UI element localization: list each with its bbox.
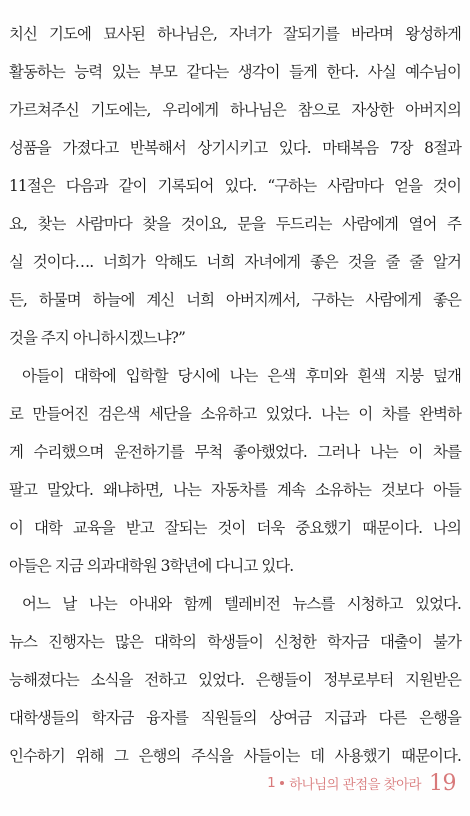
body-line: 어느 날 나는 아내와 함께 텔레비전 뉴스를 시청하고 있었다. [22, 595, 461, 613]
body-line: 가르쳐주신 기도에는, 우리에게 하나님은 참으로 자상한 아버지의 [9, 101, 461, 119]
body-line: 대학생들의 학자금 융자를 직원들의 상여금 지급과 다른 은행을 [9, 709, 461, 727]
body-line: 아들은 지금 의과대학원 3학년에 다니고 있다. [9, 557, 294, 575]
body-line: 활동하는 능력 있는 부모 같다는 생각이 들게 한다. 사실 예수님이 [9, 63, 461, 81]
chapter-number: 1 [267, 775, 276, 791]
body-line: 로 만들어진 검은색 세단을 소유하고 있었다. 나는 이 차를 완벽하 [9, 405, 461, 423]
body-line: 능해졌다는 소식을 전하고 있었다. 은행들이 정부로부터 지원받은 [9, 671, 461, 689]
body-line: 실 것이다…. 너희가 악해도 너희 자녀에게 좋은 것을 줄 줄 알거 [9, 253, 461, 271]
body-line: 게 수리했으며 운전하기를 무척 좋아했었다. 그러나 나는 이 차를 [9, 443, 461, 461]
body-line: 치신 기도에 묘사된 하나님은, 자녀가 잘되기를 바라며 왕성하게 [9, 25, 461, 43]
body-line: 팔고 말았다. 왜냐하면, 나는 자동차를 계속 소유하는 것보다 아들 [9, 481, 461, 499]
body-line: 이 대학 교육을 받고 잘되는 것이 더욱 중요했기 때문이다. 나의 [9, 519, 461, 537]
body-line: 것을 주지 아니하시겠느냐?” [9, 329, 185, 347]
body-line: 뉴스 진행자는 많은 대학의 학생들이 신청한 학자금 대출이 불가 [9, 633, 461, 651]
body-line: 든, 하물며 하늘에 계신 너희 아버지께서, 구하는 사람에게 좋은 [9, 291, 461, 309]
body-line: 인수하기 위해 그 은행의 주식을 사들이는 데 사용했기 때문이다. [9, 747, 461, 765]
body-line: 아들이 대학에 입학할 당시에 나는 은색 후미와 흰색 지붕 덮개 [22, 367, 461, 385]
bullet-separator [280, 781, 284, 785]
page-footer [267, 768, 456, 798]
page-number: 19 [429, 770, 456, 796]
body-line: 성품을 가졌다고 반복해서 상기시키고 있다. 마태복음 7장 8절과 [9, 139, 461, 157]
body-line: 요, 찾는 사람마다 찾을 것이요, 문을 두드리는 사람에게 열어 주 [9, 215, 461, 233]
running-chapter-title: 하나님의 관점을 찾아라 [289, 777, 421, 793]
body-line: 11절은 다음과 같이 기록되어 있다. “구하는 사람마다 얻을 것이 [9, 177, 461, 195]
